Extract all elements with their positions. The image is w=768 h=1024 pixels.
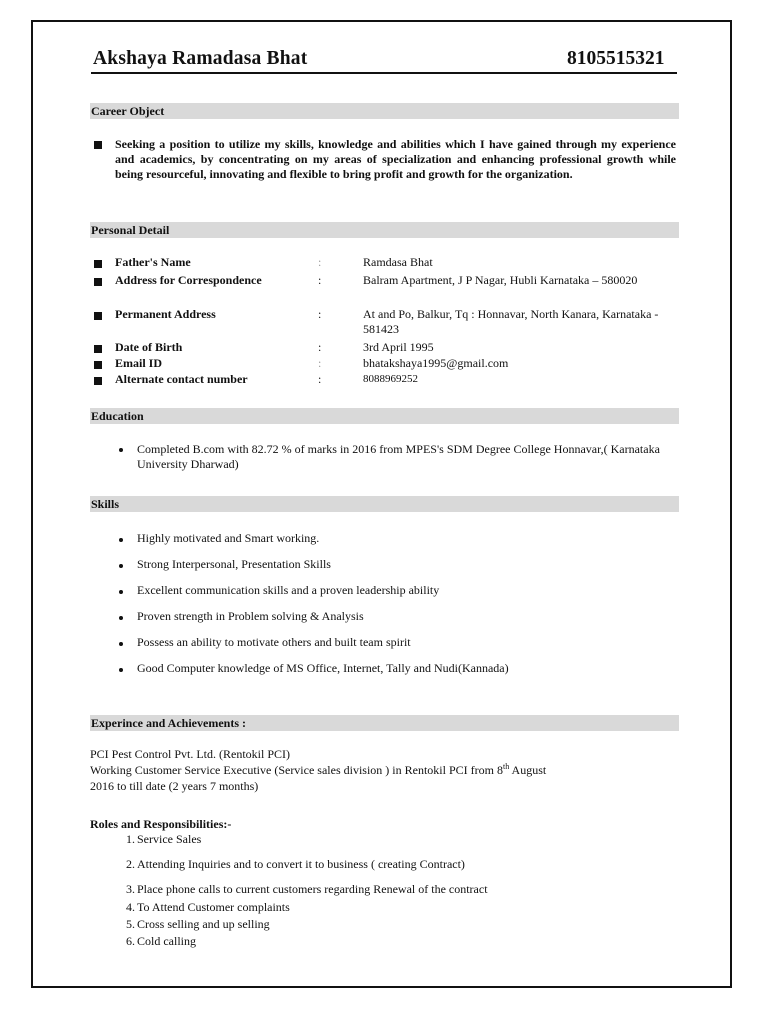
section-header-education: Education xyxy=(90,408,679,424)
bullet-dot xyxy=(119,448,123,452)
career-objective-text: Seeking a position to utilize my skills, knowledge and abilities which I have gained through my experience and academics, by concentrating on my areas of specialization and enhancing professional growth while being resourceful, innovating and flexible to bring profit and growth for the organization. xyxy=(115,137,676,181)
bullet-square xyxy=(94,141,102,149)
label-alternate-contact: Alternate contact number xyxy=(115,372,248,386)
company-name: PCI Pest Control Pvt. Ltd. (Rentokil PCI) xyxy=(90,747,291,761)
skill-item: Excellent communication skills and a proven leadership ability xyxy=(137,583,440,597)
bullet-square xyxy=(94,377,102,385)
value-email: bhatakshaya1995@gmail.com xyxy=(363,356,509,370)
skill-item: Strong Interpersonal, Presentation Skills xyxy=(137,557,331,571)
colon-separator: : xyxy=(318,307,322,321)
bullet-square xyxy=(94,260,102,268)
roles-title: Roles and Responsibilities:- xyxy=(90,817,232,831)
role-item: Place phone calls to current customers regarding Renewal of the contract xyxy=(137,882,488,896)
label-date-of-birth: Date of Birth xyxy=(115,340,183,354)
bullet-square xyxy=(94,278,102,286)
bullet-dot xyxy=(119,590,123,594)
section-header-skills: Skills xyxy=(90,496,679,512)
colon-separator: : xyxy=(318,340,322,354)
role-item: Service Sales xyxy=(137,832,202,846)
label-correspondence-address: Address for Correspondence xyxy=(115,273,262,287)
applicant-name: Akshaya Ramadasa Bhat xyxy=(93,48,308,69)
bullet-dot xyxy=(119,538,123,542)
colon-separator: : xyxy=(318,356,322,370)
colon-separator: : xyxy=(318,273,322,287)
value-correspondence-address: Balram Apartment, J P Nagar, Hubli Karnataka – 580020 xyxy=(363,273,638,287)
role-item: To Attend Customer complaints xyxy=(137,900,290,914)
role-item: Attending Inquiries and to convert it to business ( creating Contract) xyxy=(137,857,465,871)
role-number: 1. xyxy=(126,832,135,846)
value-alternate-contact: 8088969252 xyxy=(363,373,418,385)
value-permanent-address: At and Po, Balkur, Tq : Honnavar, North Kanara, Karnataka - 581423 xyxy=(363,307,659,336)
header-rule xyxy=(91,72,677,74)
bullet-square xyxy=(94,345,102,353)
section-header-experience: Experince and Achievements : xyxy=(90,715,679,731)
colon-separator: : xyxy=(318,255,322,269)
role-number: 5. xyxy=(126,917,135,931)
role-number: 3. xyxy=(126,882,135,896)
role-number: 6. xyxy=(126,934,135,948)
section-header-career: Career Object xyxy=(90,103,679,119)
bullet-dot xyxy=(119,564,123,568)
job-duration: 2016 to till date (2 years 7 months) xyxy=(90,779,259,793)
bullet-dot xyxy=(119,616,123,620)
colon-separator: : xyxy=(318,372,322,386)
role-item: Cold calling xyxy=(137,934,196,948)
label-fathers-name: Father's Name xyxy=(115,255,191,269)
role-item: Cross selling and up selling xyxy=(137,917,270,931)
role-number: 4. xyxy=(126,900,135,914)
label-email: Email ID xyxy=(115,356,163,370)
value-date-of-birth: 3rd April 1995 xyxy=(363,340,434,354)
education-item: Completed B.com with 82.72 % of marks in 2016 from MPES's SDM Degree College Honnavar,( Karnataka University Dharwad) xyxy=(137,442,660,471)
skill-item: Good Computer knowledge of MS Office, Internet, Tally and Nudi(Kannada) xyxy=(137,661,509,675)
bullet-dot xyxy=(119,642,123,646)
bullet-square xyxy=(94,312,102,320)
value-fathers-name: Ramdasa Bhat xyxy=(363,255,433,269)
job-description-line: Working Customer Service Executive (Service sales division ) in Rentokil PCI from 8th August xyxy=(90,762,547,777)
label-permanent-address: Permanent Address xyxy=(115,307,216,321)
bullet-dot xyxy=(119,668,123,672)
phone-number: 8105515321 xyxy=(567,48,665,69)
resume-page xyxy=(31,20,732,988)
bullet-square xyxy=(94,361,102,369)
skill-item: Possess an ability to motivate others and built team spirit xyxy=(137,635,411,649)
skill-item: Highly motivated and Smart working. xyxy=(137,531,320,545)
skill-item: Proven strength in Problem solving & Analysis xyxy=(137,609,364,623)
section-header-personal: Personal Detail xyxy=(90,222,679,238)
role-number: 2. xyxy=(126,857,135,871)
